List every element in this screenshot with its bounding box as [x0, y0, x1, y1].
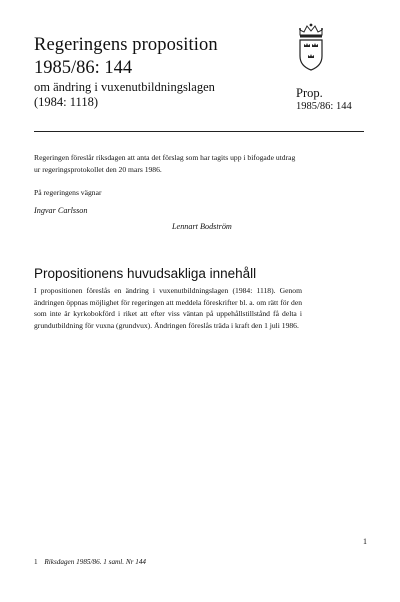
footnote	[34, 557, 146, 567]
prop-label: Prop.	[296, 86, 323, 100]
summary-paragraph: I propositionen föreslås en ändring i vuxenutbildningslagen (1984: 1118). Genom ändringen öppnas möjlighet för regeringen att meddela föreskrifter bl. a. om rätt för den som inte är kyrkobokförd i riket att efter viss väntan på uppehållstillstånd få delta i grundutbildning för vuxna (grundvux). Ändringen föreslås träda i kraft den 1 juli 1986.	[34, 286, 302, 330]
prop-number: 1985/86: 144	[296, 101, 352, 112]
footnote-text: Riksdagen 1985/86. 1 saml. Nr 144	[44, 558, 147, 566]
proposition-number: 1985/86: 144	[34, 58, 133, 78]
page-number: 1	[363, 537, 367, 546]
summary-heading: Propositionens huvudsakliga innehåll	[34, 266, 257, 281]
on-behalf-text: På regeringens vägnar	[34, 188, 102, 197]
subtitle-line-2: (1984: 1118)	[34, 95, 98, 109]
header-divider	[34, 131, 364, 132]
document-title: Regeringens proposition	[34, 35, 218, 55]
footnote-number: 1	[34, 558, 38, 566]
signature-ingvar-carlsson: Ingvar Carlsson	[34, 206, 88, 215]
swedish-coat-of-arms-icon	[294, 22, 328, 72]
signature-lennart-bodstrom: Lennart Bodström	[172, 222, 232, 231]
intro-paragraph: Regeringen föreslår riksdagen att anta det förslag som har tagits upp i bifogade utdrag ur regeringsprotokollet den 20 mars 1986.	[34, 153, 296, 174]
document-subtitle	[34, 80, 284, 110]
subtitle-line-1: om ändring i vuxenutbildningslagen	[34, 80, 215, 94]
